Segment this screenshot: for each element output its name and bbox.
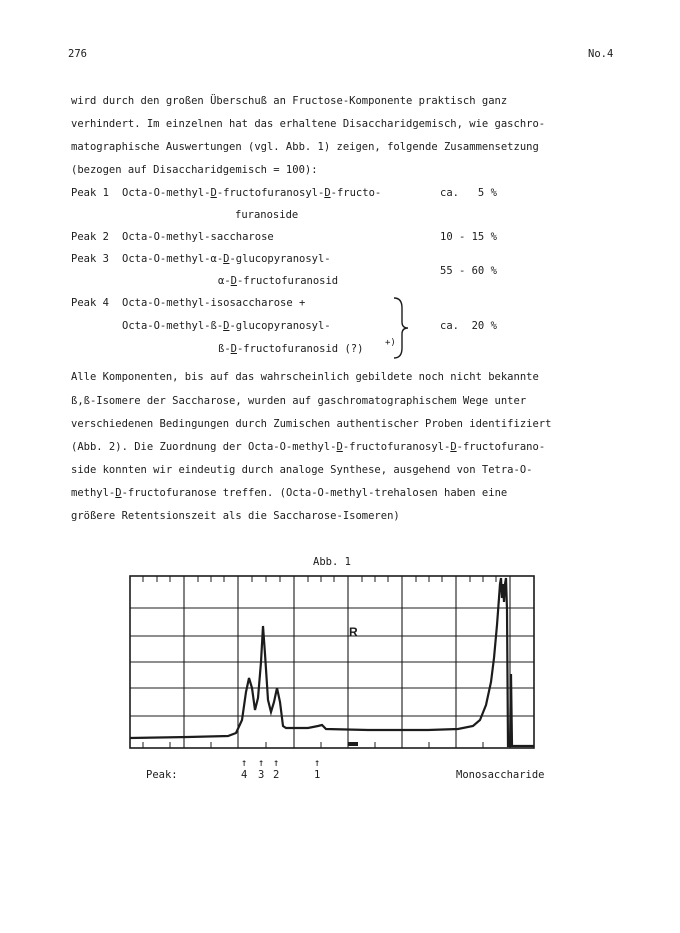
peak-2-name: Octa-O-methyl-saccharose [122, 231, 274, 243]
page-number: 276 [68, 48, 87, 60]
curly-brace [388, 296, 412, 360]
footnote-marker: +) [385, 338, 396, 348]
grid [130, 576, 534, 748]
text-line: side konnten wir eindeutig durch analoge Synthese, ausgehend von Tetra-O- [71, 464, 533, 476]
peak-1-value: ca. 5 % [440, 187, 497, 199]
peak-3-value: 55 - 60 % [440, 265, 497, 277]
text-line: (Abb. 2). Die Zuordnung der Octa-O-methyl-D-fructofuranosyl-D-fructofurano- [71, 441, 546, 453]
peak-number-2: 2 [273, 769, 280, 781]
peak-1-name-cont: furanoside [235, 209, 299, 221]
arrow-up-icon: ↑ [314, 757, 321, 769]
peak-number-3: 3 [258, 769, 265, 781]
chromatogram [128, 570, 538, 755]
text-line: verschiedenen Bedingungen durch Zumischen authentischer Proben identifiziert [71, 418, 552, 430]
marker-r: R [349, 625, 358, 639]
peak-4-name: Octa-O-methyl-isosaccharose + [122, 297, 306, 309]
peak-4-label: Peak 4 [71, 297, 109, 309]
peak-number-1: 1 [314, 769, 321, 781]
arrow-up-icon: ↑ [241, 757, 248, 769]
text-line: verhindert. Im einzelnen hat das erhaltene Disaccharidgemisch, wie gaschro- [71, 118, 546, 130]
arrow-up-icon: ↑ [258, 757, 265, 769]
text-line: ß,ß-Isomere der Saccharose, wurden auf gaschromatographischem Wege unter [71, 395, 527, 407]
peak-4-name-cont: Octa-O-methyl-ß-D-glucopyranosyl- [122, 320, 331, 332]
issue-number: No.4 [588, 48, 614, 60]
peak-4-value: ca. 20 % [440, 320, 497, 332]
monosaccharide-label: Monosaccharide [456, 769, 545, 781]
text-line: Alle Komponenten, bis auf das wahrscheinlich gebildete noch nicht bekannte [71, 371, 539, 383]
text-line: matographische Auswertungen (vgl. Abb. 1) zeigen, folgende Zusammensetzung [71, 141, 539, 153]
peak-number-4: 4 [241, 769, 248, 781]
marker-bar [348, 742, 358, 746]
peak-4-name-cont-2: ß-D-fructofuranosid (?) [218, 343, 364, 355]
peak-3-label: Peak 3 [71, 253, 109, 265]
arrow-up-icon: ↑ [273, 757, 280, 769]
peak-2-label: Peak 2 [71, 231, 109, 243]
text-line: methyl-D-fructofuranose treffen. (Octa-O-methyl-trehalosen haben eine [71, 487, 508, 499]
peak-2-value: 10 - 15 % [440, 231, 497, 243]
figure-caption: Abb. 1 [313, 556, 351, 568]
peak-axis-label: Peak: [146, 769, 178, 781]
peak-1-label: Peak 1 [71, 187, 109, 199]
text-line: (bezogen auf Disaccharidgemisch = 100): [71, 164, 318, 176]
text-line: größere Retentsionszeit als die Saccharose-Isomeren) [71, 510, 400, 522]
peak-1-name: Octa-O-methyl-D-fructofuranosyl-D-fructo- [122, 187, 382, 199]
peak-3-name-cont: α-D-fructofuranosid [218, 275, 339, 287]
peak-3-name: Octa-O-methyl-α-D-glucopyranosyl- [122, 253, 331, 265]
text-line: wird durch den großen Überschuß an Fructose-Komponente praktisch ganz [71, 95, 508, 107]
